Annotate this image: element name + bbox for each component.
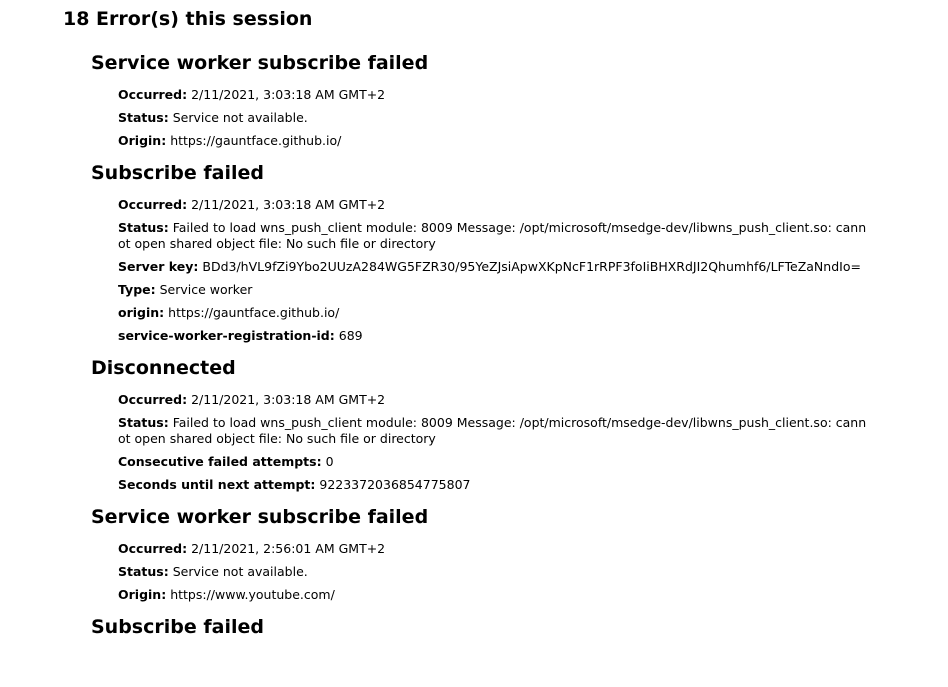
error-field-value: Service worker [159, 282, 253, 297]
error-entry [91, 614, 891, 640]
error-field-label: origin: [118, 305, 165, 320]
error-field [118, 541, 870, 557]
error-title: Subscribe failed [91, 162, 264, 184]
error-field-value: BDd3/hVL9fZi9Ybo2UUzA284WG5FZR30/95YeZJsiApwXKpNcF1rRPF3foIiBHXRdJI2Qhumhf6/LFTeZaNndIo= [202, 259, 861, 274]
error-field-value: 9223372036854775807 [319, 477, 471, 492]
error-field [118, 328, 870, 344]
error-list [91, 50, 891, 651]
error-field-value: Service not available. [172, 564, 308, 579]
error-field-value: https://www.youtube.com/ [170, 587, 335, 602]
error-field [118, 415, 870, 447]
error-field [118, 454, 870, 470]
error-field [118, 587, 870, 603]
error-field-label: Occurred: [118, 87, 188, 102]
error-field [118, 392, 870, 408]
error-field-label: Server key: [118, 259, 199, 274]
error-field [118, 220, 870, 252]
error-entry [91, 160, 891, 344]
error-field-label: Status: [118, 220, 169, 235]
error-field [118, 133, 870, 149]
error-field [118, 110, 870, 126]
error-field-value: 2/11/2021, 3:03:18 AM GMT+2 [191, 392, 386, 407]
error-entry [91, 504, 891, 603]
error-field-value: 0 [325, 454, 334, 469]
error-field-label: Occurred: [118, 392, 188, 407]
error-field-value: 2/11/2021, 3:03:18 AM GMT+2 [191, 87, 386, 102]
error-field-value: 689 [338, 328, 363, 343]
error-field [118, 87, 870, 103]
error-title: Subscribe failed [91, 616, 264, 638]
error-field [118, 259, 870, 275]
error-field [118, 197, 870, 213]
error-field-value: https://gauntface.github.io/ [170, 133, 342, 148]
error-title: Disconnected [91, 357, 236, 379]
error-field-label: Occurred: [118, 541, 188, 556]
error-field-label: Seconds until next attempt: [118, 477, 316, 492]
error-field-value: 2/11/2021, 2:56:01 AM GMT+2 [191, 541, 386, 556]
error-field-label: Origin: [118, 587, 167, 602]
error-field [118, 282, 870, 298]
error-field-label: Status: [118, 110, 169, 125]
session-error-count-heading: 18 Error(s) this session [63, 8, 313, 30]
error-field-label: Type: [118, 282, 156, 297]
error-entry [91, 355, 891, 493]
error-field-label: Status: [118, 564, 169, 579]
error-field-label: service-worker-registration-id: [118, 328, 335, 343]
error-field-label: Origin: [118, 133, 167, 148]
error-title: Service worker subscribe failed [91, 506, 429, 528]
error-field-value: Failed to load wns_push_client module: 8009 Message: /opt/microsoft/msedge-dev/libwns_push_client.so: cannot open shared object file: No such file or directory [118, 220, 867, 251]
error-field [118, 305, 870, 321]
error-field-value: Service not available. [172, 110, 308, 125]
error-title: Service worker subscribe failed [91, 52, 429, 74]
error-field-value: https://gauntface.github.io/ [168, 305, 340, 320]
error-field [118, 477, 870, 493]
error-field-value: 2/11/2021, 3:03:18 AM GMT+2 [191, 197, 386, 212]
error-field-value: Failed to load wns_push_client module: 8009 Message: /opt/microsoft/msedge-dev/libwns_push_client.so: cannot open shared object file: No such file or directory [118, 415, 867, 446]
error-field-label: Status: [118, 415, 169, 430]
error-field [118, 564, 870, 580]
error-field-label: Occurred: [118, 197, 188, 212]
error-entry [91, 50, 891, 149]
error-field-label: Consecutive failed attempts: [118, 454, 322, 469]
